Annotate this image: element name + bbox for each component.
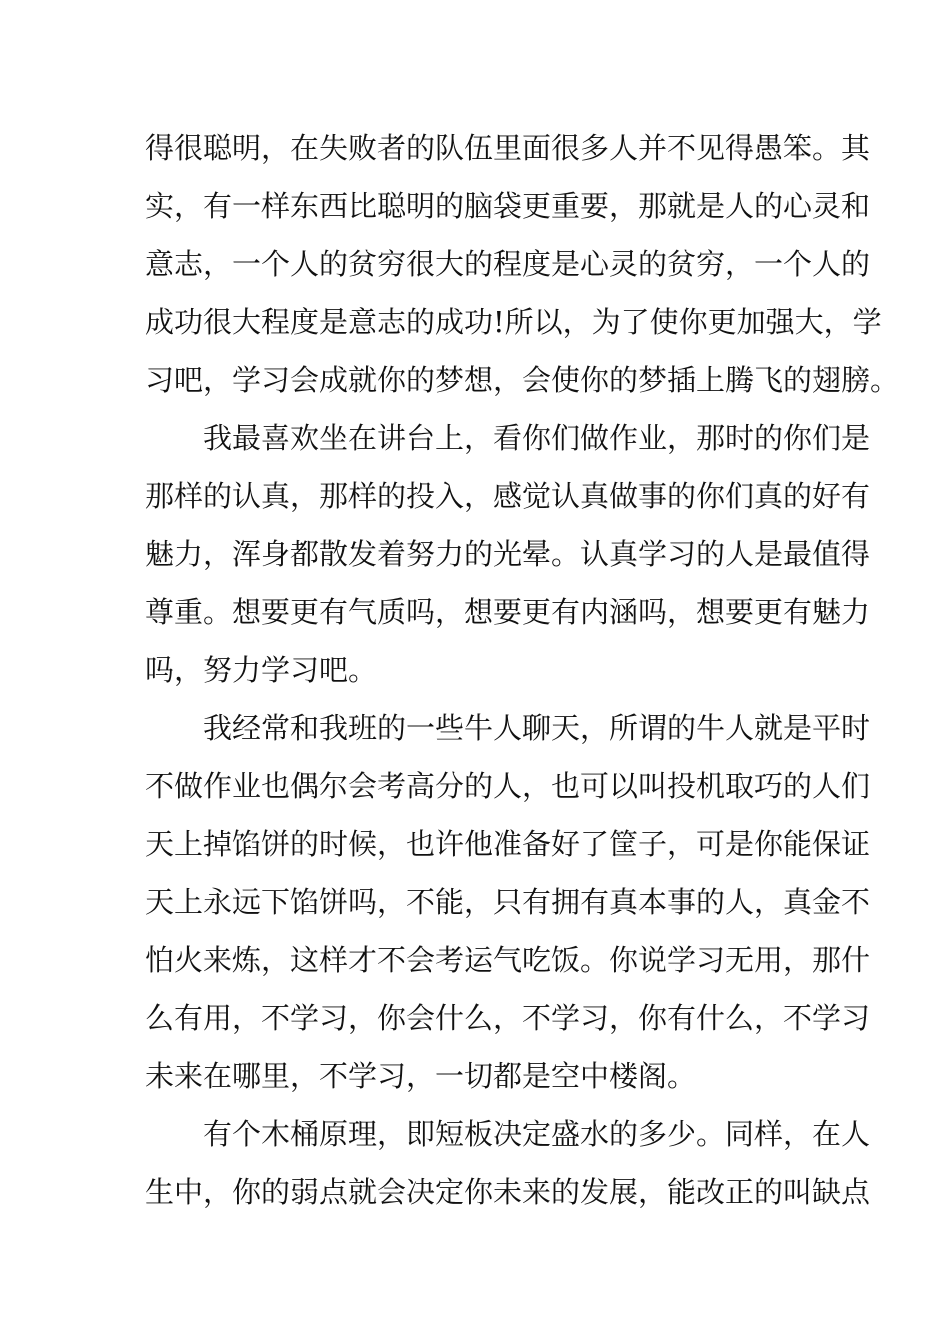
paragraph-2 [145,409,871,699]
text-line: 有个木桶原理，即短板决定盛水的多少。同样，在人 [203,1117,871,1151]
text-line: 意志，一个人的贫穷很大的程度是心灵的贫穷，一个人的 [145,247,871,281]
paragraph-1 [145,119,900,409]
text-line: 那样的认真，那样的投入，感觉认真做事的你们真的好有 [145,479,871,513]
text-line: 怕火来炼，这样才不会考运气吃饭。你说学习无用，那什 [145,943,871,977]
text-line: 实，有一样东西比聪明的脑袋更重要，那就是人的心灵和 [145,189,871,223]
text-line: 得很聪明，在失败者的队伍里面很多人并不见得愚笨。其 [145,131,871,165]
text-line: 生中，你的弱点就会决定你未来的发展，能改正的叫缺点 [145,1175,871,1209]
text-line: 魅力，浑身都散发着努力的光晕。认真学习的人是最值得 [145,537,871,571]
document-body [145,119,900,1221]
text-line: 天上永远下馅饼吗，不能，只有拥有真本事的人，真金不 [145,885,871,919]
text-line: 成功很大程度是意志的成功!所以，为了使你更加强大，学 [145,305,882,339]
text-line: 么有用，不学习，你会什么，不学习，你有什么，不学习 [145,1001,871,1035]
paragraph-3 [145,699,871,1105]
text-line: 不做作业也偶尔会考高分的人，也可以叫投机取巧的人们 [145,769,871,803]
text-line: 习吧，学习会成就你的梦想，会使你的梦插上腾飞的翅膀。 [145,363,900,397]
paragraph-4 [145,1105,871,1221]
text-line: 我最喜欢坐在讲台上，看你们做作业，那时的你们是 [203,421,871,455]
text-line: 天上掉馅饼的时候，也许他准备好了筐子，可是你能保证 [145,827,871,861]
text-line: 吗，努力学习吧。 [145,653,378,687]
text-line: 尊重。想要更有气质吗，想要更有内涵吗，想要更有魅力 [145,595,871,629]
text-line: 我经常和我班的一些牛人聊天，所谓的牛人就是平时 [203,711,871,745]
text-line: 未来在哪里，不学习，一切都是空中楼阁。 [145,1059,697,1093]
